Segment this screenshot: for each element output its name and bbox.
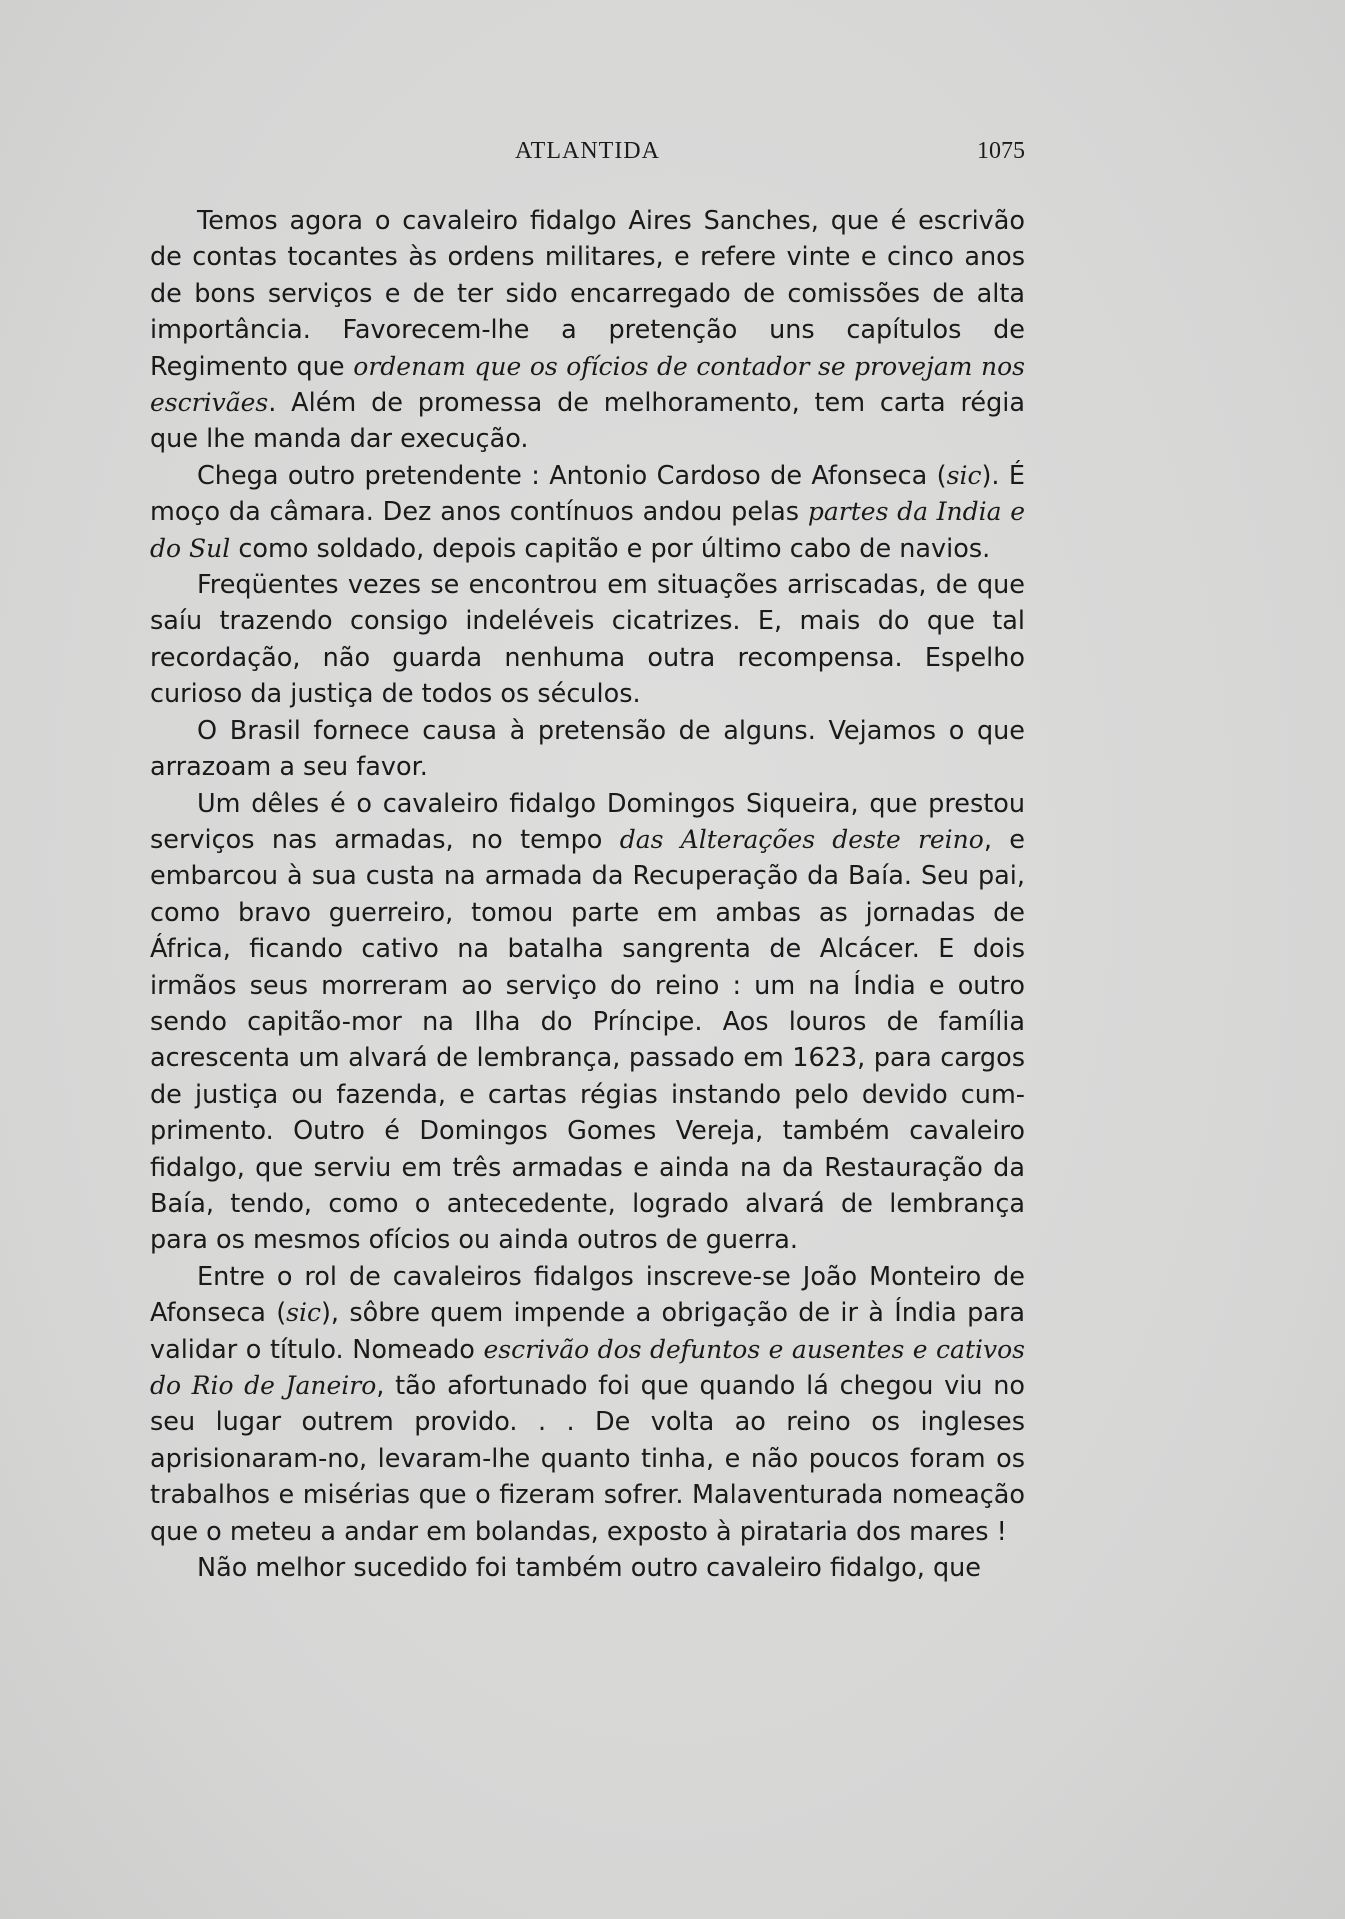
paragraph xyxy=(150,1259,1025,1550)
italic-text-run: partes da India e do Sul xyxy=(150,497,1025,563)
paragraph xyxy=(150,1550,1025,1586)
text-run: . Além de promessa de melhoramento, tem carta régia que lhe manda dar execução. xyxy=(150,388,1025,455)
text-run: Não melhor sucedido foi também outro cavaleiro fidalgo, que xyxy=(197,1553,981,1584)
paragraph xyxy=(150,203,1025,458)
italic-text-run: sic xyxy=(946,460,982,490)
paragraph xyxy=(150,786,1025,1259)
paragraph xyxy=(150,567,1025,713)
text-run: ), sôbre quem impende a obrigação de ir à Índia para validar o título. Nomeado xyxy=(150,1298,1025,1365)
text-run: como soldado, depois capitão e por último cabo de navios. xyxy=(230,533,991,564)
italic-text-run: escrivão dos defuntos e ausentes e cativos do Rio de Janeiro xyxy=(150,1334,1025,1400)
paragraph xyxy=(150,713,1025,786)
text-run: Temos agora o cavaleiro fidalgo Aires Sanches, que é escrivão de contas tocantes às ordens militares, e refere vinte e cinco anos de bons serviços e de ter sido encarregado de comissões de alta importância. Favorecem-lhe a pretenção uns capítulos de Regimento que xyxy=(150,206,1025,382)
text-run: ). É moço da câmara. Dez anos contínuos andou pelas xyxy=(150,460,1025,528)
italic-text-run: ordenam que os ofícios de contador se provejam nos escrivães xyxy=(150,351,1025,418)
text-run: Chega outro pretendente : Antonio Cardoso de Afonseca ( xyxy=(197,460,947,491)
paragraph xyxy=(150,458,1025,567)
running-title: ATLANTIDA xyxy=(515,138,660,164)
page-number: 1075 xyxy=(977,138,1025,164)
italic-text-run: sic xyxy=(286,1298,321,1328)
text-run: Um dêles é o cavaleiro fidalgo Domingos Siqueira, que prestou serviços nas armadas, no tempo xyxy=(150,788,1025,855)
text-run: O Brasil fornece causa à pretensão de alguns. Vejamos o que arrazoam a seu favor. xyxy=(150,715,1025,783)
italic-text-run: das Alterações deste reino xyxy=(619,824,984,854)
page-header xyxy=(150,138,1025,178)
text-run: , tão afortunado foi que quando lá chegou viu no seu lugar outrem provido. . . De volta ao reino os ingleses aprisionaram-no, levaram-lhe quanto tinha, e não poucos foram os trabalhos e misérias que o fizeram sofrer. Malaventurada nomeação que o meteu a andar em bolandas, exposto à pirataria dos mares ! xyxy=(150,1371,1025,1547)
text-run: , e embarcou à sua custa na armada da Recuperação da Baía. Seu pai, como bravo guerreiro, tomou parte em ambas as jornadas de África, ficando cativo na batalha sangrenta de Alcácer. E dois irmãos seus morreram ao serviço do reino : um na Índia e outro sendo capitão-mor na Ilha do Príncipe. Aos louros de família acrescenta um alvará de lembrança, passado em 1623, para cargos de justiça ou fazenda, e cartas régias instando pelo devido cumprimento. Outro é Domingos Gomes Vereja, também cavaleiro fidalgo, que serviu em três armadas e ainda na da Restauração da Baía, tendo, como o antecedente, logrado alvará de lembrança para os mesmos ofícios ou ainda outros de guerra. xyxy=(150,824,1025,1256)
text-run: Entre o rol de cavaleiros fidalgos inscreve-se João Monteiro de Afonseca ( xyxy=(150,1261,1025,1329)
text-run: Freqüentes vezes se encontrou em situações arriscadas, de que saíu trazendo consigo indeléveis cicatrizes. E, mais do que tal recordação, não guarda nenhuma outra recompensa. Espelho curioso da justiça de todos os séculos. xyxy=(150,570,1025,710)
body-text xyxy=(150,203,1025,1586)
